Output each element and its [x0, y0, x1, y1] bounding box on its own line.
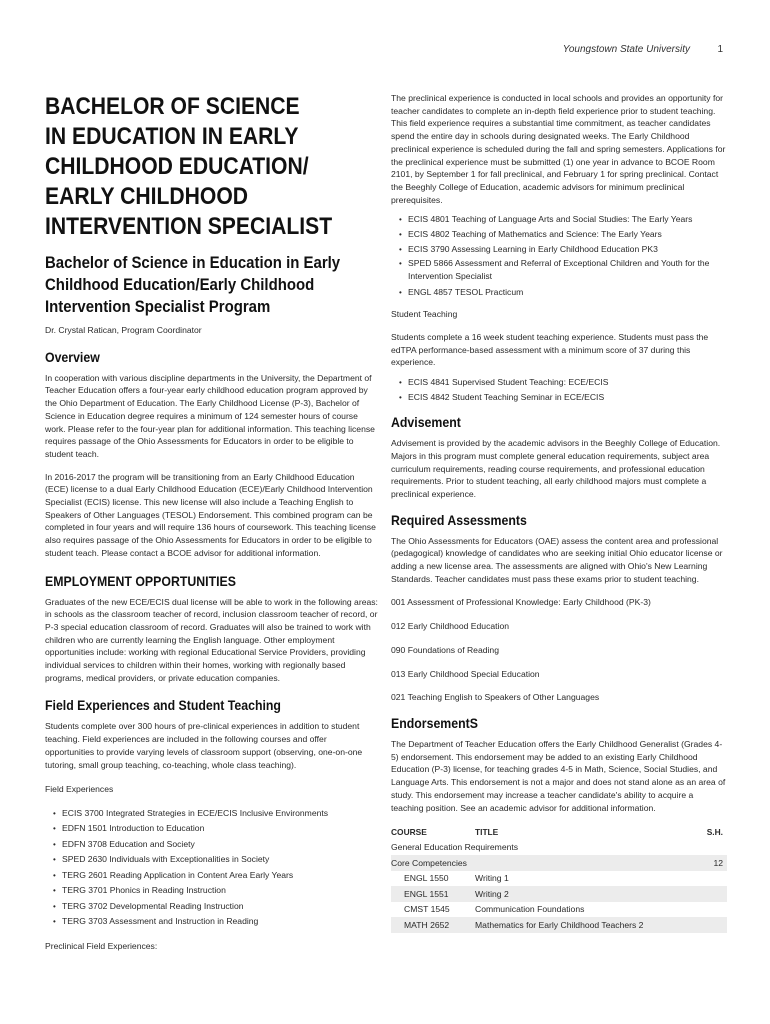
subgroup-hours: 12: [693, 855, 727, 871]
list-item: • SPED 2630 Individuals with Exceptionalities in Society: [45, 852, 378, 868]
course-code: MATH 2652: [391, 917, 475, 933]
assessments-paragraph: The Ohio Assessments for Educators (OAE) assess the content area and professional (pedagogical) knowledge of candidates who are seeking initial Ohio educator license or adding a new license area. The assessments are aligned with Ohio's New Learning Standards. Teacher candidates must pass these exams prior to student teaching.: [391, 535, 723, 584]
preclinical-label: Preclinical Field Experiences:: [45, 940, 158, 951]
list-item: • ECIS 3790 Assessing Learning in Early Childhood Education PK3: [391, 242, 727, 257]
endorsements-paragraph: The Department of Teacher Education offers the Early Childhood Generalist (Grades 4-5) endorsement. This endorsement may be added to an existing Early Childhood Education (P-3) license, for teaching grades 4-5 in Math, Science, Social Studies, and Language Arts. This endorsement is not a major and does not stand alone as an area of study. This endorsement may increase a teacher candidate's ability to acquire a teaching position. See an academic advisor for additional information.: [391, 738, 726, 813]
assessment-item: 090 Foundations of Reading: [391, 644, 499, 655]
course-code: ENGL 1550: [404, 873, 449, 884]
table-row: [391, 917, 727, 933]
title-line: BACHELOR OF SCIENCE: [45, 93, 300, 120]
employment-paragraph: Graduates of the new ECE/ECIS dual license will be able to work in the following areas: in schools as the classroom teacher of record, inclusion classroom teacher of record, or P-3 special education classroom of record. Graduates will also be trained to work with children who are currently learning the English language. Other employment opportunities include: working with regional Educational Service Providers, providing individual services to children within their homes, working with regionally based programs, medical providers, or private education companies.: [45, 596, 378, 683]
list-item: • TERG 3702 Developmental Reading Instruction: [45, 899, 378, 915]
assessment-item: 021 Teaching English to Speakers of Other Languages: [391, 692, 600, 703]
field-experiences-paragraph: Students complete over 300 hours of pre-clinical experiences in addition to student teaching. Field experiences are included in the following courses and offer opportunities to provide varying levels of classroom support (observing, one-on-one tutoring, small group teaching, co-teaching, whole class teaching).: [45, 721, 363, 770]
list-item: • ECIS 3700 Integrated Strategies in ECE/ECIS Inclusive Environments: [45, 806, 378, 822]
list-item: • TERG 3701 Phonics in Reading Instruction: [45, 883, 378, 899]
overview-heading: Overview: [45, 348, 100, 365]
program-coordinator: Dr. Crystal Ratican, Program Coordinator: [45, 325, 202, 335]
title-line: CHILDHOOD EDUCATION/: [45, 153, 309, 180]
field-experiences-heading: Field Experiences and Student Teaching: [45, 697, 281, 714]
subtitle-line: Childhood Education/Early Childhood: [45, 275, 315, 294]
student-teaching-label: Student Teaching: [391, 309, 458, 320]
assessment-item: 001 Assessment of Professional Knowledge: Early Childhood (PK-3): [391, 597, 651, 608]
endorsements-heading: EndorsementS: [391, 714, 478, 731]
subtitle-line: Intervention Specialist Program: [45, 297, 271, 316]
university-name: Youngstown State University: [562, 44, 690, 55]
preclinical-paragraph: The preclinical experience is conducted in local schools and provides an opportunity for teacher candidates to complete an in-depth field experience prior to student teaching. This field experience requires a substantial time commitment, as teacher candidates spend the entire day in schools during designated weeks. The Early Childhood preclinical experience is scheduled during the fall and spring semesters. Applications for the preclinical experience must be submitted (1) one year in advance to BCOE Room 2101, by September 1 for fall preclinical, and February 1 for spring preclinical. Contact the Beeghly College of Education, academic advisors for minimum preclinical prerequisites.: [391, 93, 726, 205]
advisement-heading: Advisement: [391, 414, 461, 431]
employment-heading: EMPLOYMENT OPPORTUNITIES: [45, 572, 236, 589]
field-experiences-label: Field Experiences: [45, 784, 114, 795]
table-row: [391, 871, 727, 887]
group-heading: General Education Requirements: [391, 842, 519, 853]
course-title: Writing 2: [475, 886, 727, 902]
list-item: • EDFN 3708 Education and Society: [45, 837, 378, 853]
advisement-paragraph: Advisement is provided by the academic advisors in the Beeghly College of Education. Majors in this program must complete general education requirements, subject area curriculum requirements, reading course requirements, and professional education requirements. Prior to student teaching, all early childhood majors must complete a preclinical experience.: [391, 438, 721, 499]
required-assessments-heading: Required Assessments: [391, 511, 527, 528]
title-line: IN EDUCATION IN EARLY: [45, 123, 299, 150]
assessment-item: 012 Early Childhood Education: [391, 621, 510, 632]
table-row: [391, 902, 727, 918]
student-teaching-paragraph: Students complete a 16 week student teaching experience. Students must pass the edTPA performance-based assessment with a minimum score of 37 during this experience.: [391, 332, 709, 368]
list-item: • ENGL 4857 TESOL Practicum: [391, 285, 727, 300]
title-line: EARLY CHILDHOOD: [45, 183, 249, 210]
list-item: • TERG 3703 Assessment and Instruction in Reading: [45, 914, 378, 930]
list-item: • ECIS 4802 Teaching of Mathematics and Science: The Early Years: [391, 227, 727, 242]
overview-paragraph: In cooperation with various discipline departments in the University, the Department of Teacher Education offers a four-year early childhood education program approved by the Ohio Department of Education. The Early Childhood License (P-3), Bachelor of Science in Education degree requires a minimum of 124 semester hours of course work. Please refer to the four-year plan for additional information. This teaching license requires passage of the Ohio Assessments for Educators in order to be eligible to student teach.: [45, 372, 375, 459]
course-code: ENGL 1551: [391, 886, 475, 902]
table-row: [391, 886, 727, 902]
page-number: 1: [717, 44, 723, 55]
page-header: [0, 44, 770, 58]
title-line: INTERVENTION SPECIALIST: [45, 213, 333, 240]
right-column: [391, 92, 727, 933]
column-header-title: TITLE: [475, 826, 499, 837]
list-item: • ECIS 4841 Supervised Student Teaching: ECE/ECIS: [391, 375, 727, 390]
assessment-item: 013 Early Childhood Special Education: [391, 668, 540, 679]
list-item: • TERG 2601 Reading Application in Content Area Early Years: [45, 868, 378, 884]
list-item: • SPED 5866 Assessment and Referral of Exceptional Children and Youth for the Intervention Specialist: [391, 257, 727, 283]
subgroup-label: Core Competencies: [391, 855, 693, 871]
list-item: • EDFN 1501 Introduction to Education: [45, 821, 378, 837]
preclinical-course-list: [391, 212, 727, 300]
table-group-row: [391, 840, 727, 856]
overview-paragraph: In 2016-2017 the program will be transitioning from an Early Childhood Education (ECE) license to a dual Early Childhood Education (ECE)/Early Childhood Intervention Specialist (ECIS) license. This new license will also include a Teaching English to Speakers of Other Languages (TESOL) Endorsement. This combined program can be completed in four years and will require 136 hours of coursework. This teaching license also requires passage of the Ohio Assessments for Educators in order to be eligible to student teach. Please contact a BCOE advisor for additional information.: [45, 471, 376, 558]
course-title: Writing 1: [475, 873, 509, 884]
course-title: Mathematics for Early Childhood Teachers 2: [475, 917, 727, 933]
student-teaching-course-list: [391, 375, 727, 405]
list-item: • ECIS 4801 Teaching of Language Arts and Social Studies: The Early Years: [391, 212, 727, 227]
table-header-row: [391, 824, 727, 840]
course-title: Communication Foundations: [475, 904, 585, 915]
column-header-course: COURSE: [391, 826, 427, 837]
column-header-sh: S.H.: [706, 826, 723, 837]
document-title: [45, 92, 375, 242]
course-code: CMST 1545: [404, 904, 450, 915]
course-table: [391, 824, 727, 933]
field-course-list: [45, 806, 378, 930]
program-title: [45, 252, 378, 318]
subtitle-line: Bachelor of Science in Education in Early: [45, 253, 341, 272]
list-item: • ECIS 4842 Student Teaching Seminar in ECE/ECIS: [391, 390, 727, 405]
table-subgroup-row: [391, 855, 727, 871]
left-column: [45, 92, 378, 953]
